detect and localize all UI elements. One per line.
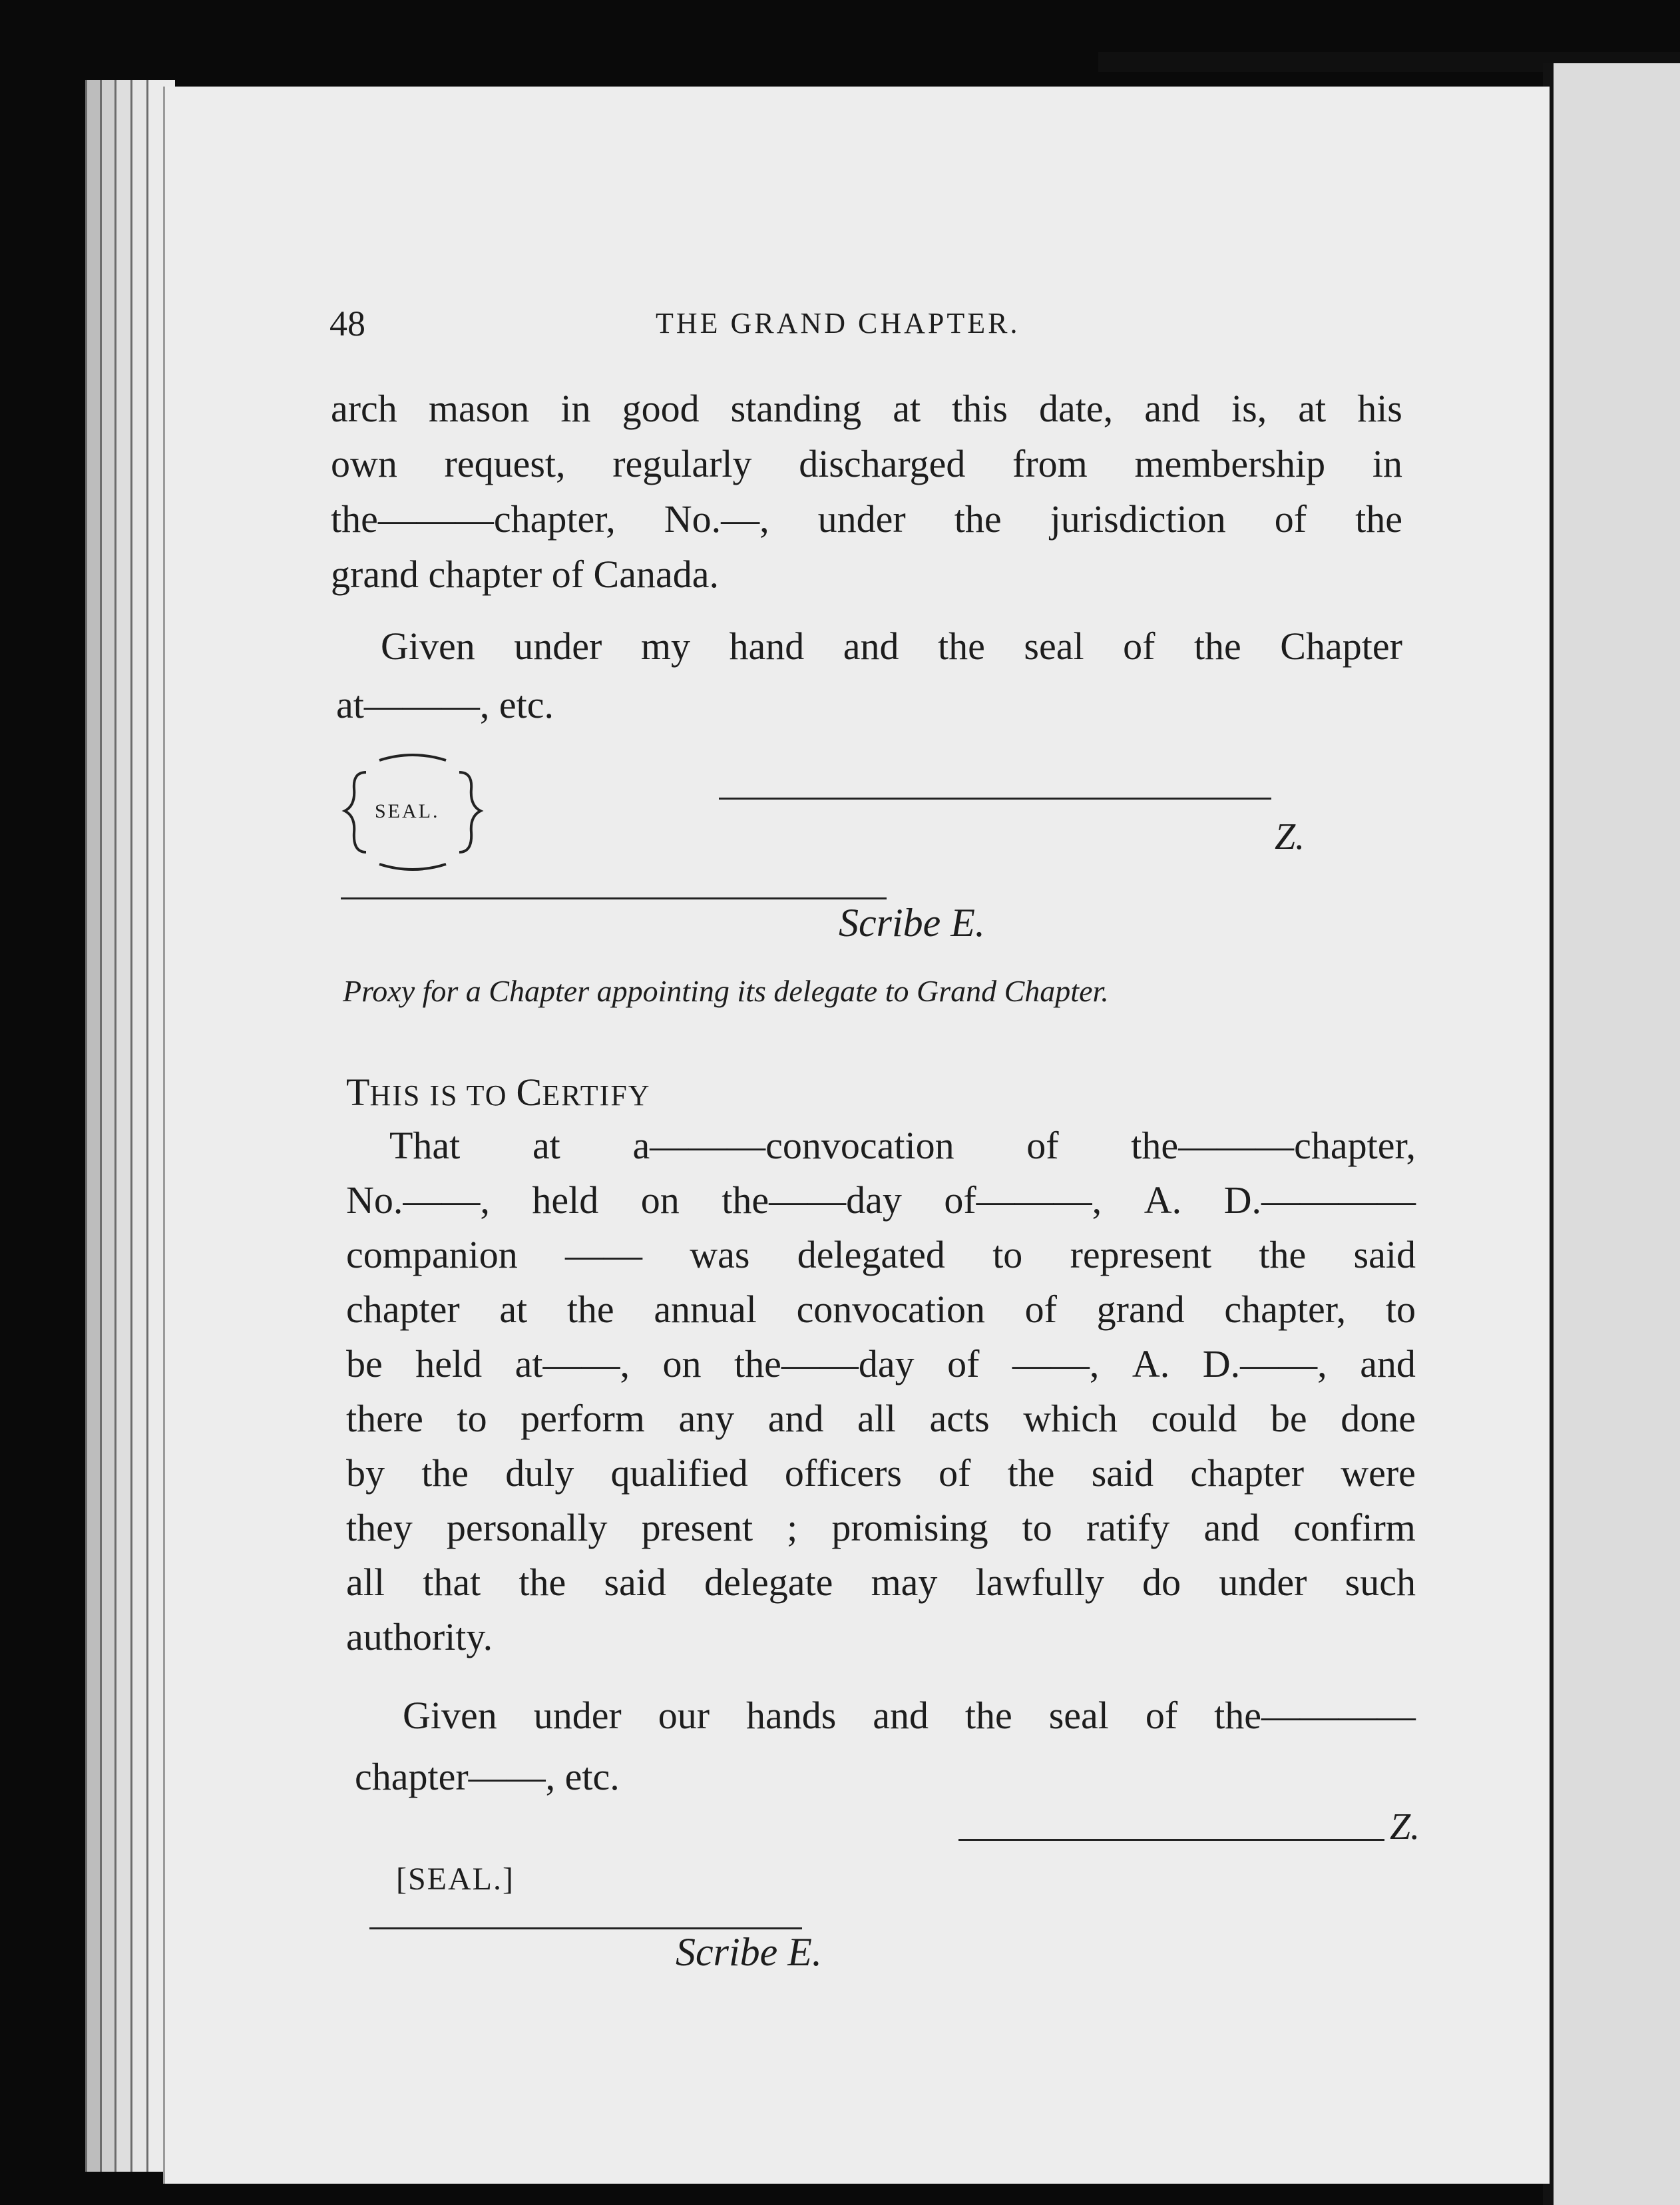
signature-scribe: Scribe E.: [676, 1930, 822, 1974]
text-line: chapter——, etc.: [355, 1755, 620, 1798]
text-line: Given under our hands and the seal of the————: [403, 1694, 1416, 1737]
text-line: there to perform any and all acts which could be done: [346, 1397, 1416, 1440]
text-line: That at a———convocation of the———chapter,: [389, 1124, 1416, 1167]
text-line: No.——, held on the——day of———, A. D.————: [346, 1178, 1416, 1222]
running-title: THE GRAND CHAPTER.: [656, 307, 1020, 340]
text-line: they personally present ; promising to ratify and confirm: [346, 1506, 1416, 1549]
certify-heading: THIS IS TO CERTIFY: [346, 1071, 651, 1114]
signature-scribe: Scribe E.: [839, 901, 985, 945]
text-line: authority.: [346, 1615, 493, 1658]
text-line: all that the said delegate may lawfully do under such: [346, 1561, 1416, 1604]
signature-z: Z.: [1390, 1806, 1420, 1847]
facing-page-edge: [1554, 63, 1680, 2205]
signature-z: Z.: [1275, 816, 1305, 858]
text-line: the———chapter, No.—, under the jurisdiction of the: [331, 497, 1402, 541]
text-line: arch mason in good standing at this date, and is, at his: [331, 387, 1402, 430]
text-line: by the duly qualified officers of the said chapter were: [346, 1451, 1416, 1495]
signature-line: [958, 1839, 1384, 1841]
signature-line: [341, 897, 887, 899]
text-line: be held at——, on the——day of ——, A. D.——, and: [346, 1342, 1416, 1385]
text-line: Given under my hand and the seal of the Chapter: [381, 624, 1402, 668]
signature-line: [719, 798, 1271, 800]
text-line: own request, regularly discharged from membership in: [331, 442, 1402, 485]
seal-label: [SEAL.]: [396, 1861, 515, 1897]
seal-label: SEAL.: [375, 800, 440, 822]
text-line: chapter at the annual convocation of grand chapter, to: [346, 1288, 1416, 1331]
text-line: companion —— was delegated to represent the said: [346, 1233, 1416, 1276]
page-number: 48: [329, 304, 365, 344]
text-line: at———, etc.: [336, 683, 554, 726]
form-caption: Proxy for a Chapter appointing its delegate to Grand Chapter.: [343, 974, 1109, 1008]
text-line: grand chapter of Canada.: [331, 553, 719, 596]
